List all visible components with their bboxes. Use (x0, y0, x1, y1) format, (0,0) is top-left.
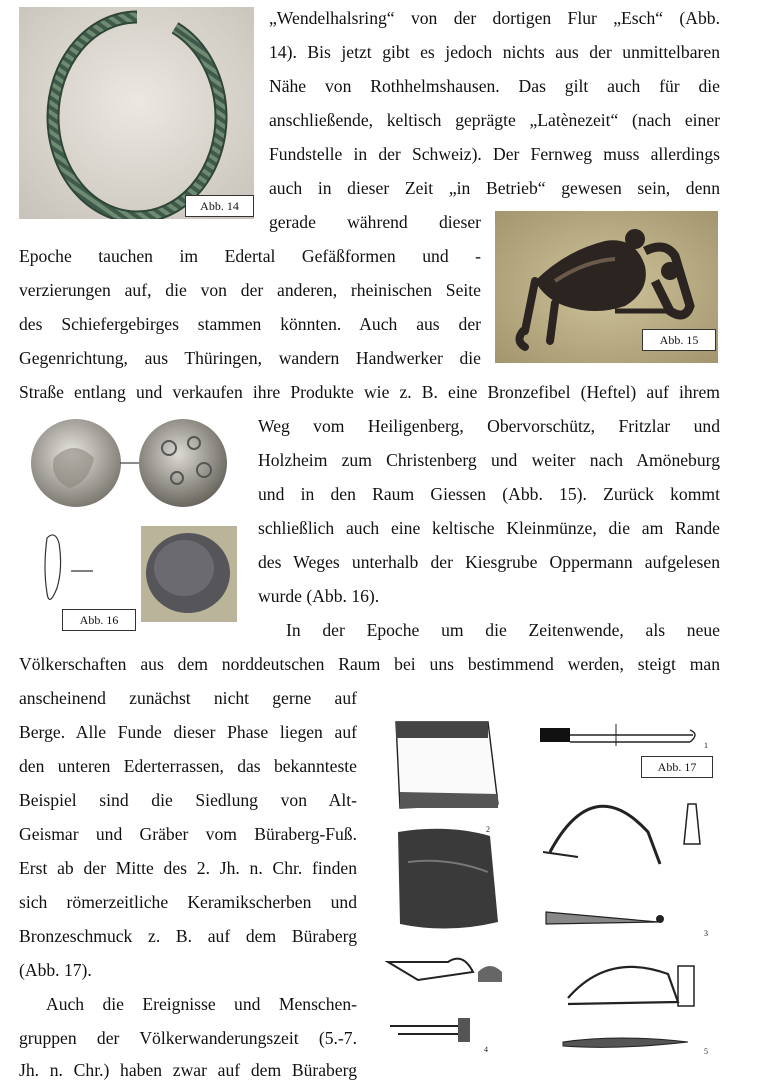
text-line-18: wurde (Abb. 16). (258, 586, 380, 606)
figure-abb16 (19, 408, 241, 638)
text-line-17: des Weges unterhalb der Kiesgrube Oppermann aufgelesen (258, 552, 720, 572)
text-line-8: Epoche tauchen im Edertal Gefäßformen und - (19, 246, 481, 266)
keltische-muenze-image (19, 408, 241, 638)
text-line-22: Berge. Alle Funde dieser Phase liegen auf (19, 722, 357, 742)
abb17-number-3: 3 (704, 929, 708, 938)
text-line-30: Auch die Ereignisse und Menschen- (46, 994, 357, 1014)
text-line-15: und in den Raum Giessen (Abb. 15). Zurück kommt (258, 484, 720, 504)
text-line-7: gerade während dieser (269, 212, 481, 232)
text-line-10: des Schiefergebirges stammen könnten. Auch aus der (19, 314, 481, 334)
wendelhalsring-image (19, 7, 254, 219)
text-line-13: Weg vom Heiligenberg, Obervorschütz, Fritzlar und (258, 416, 720, 436)
figure-abb14 (19, 7, 254, 219)
text-line-16: schließlich auch eine keltische Kleinmünze, die am Rande (258, 518, 720, 538)
text-line-23: den unteren Ederterrassen, das bekannteste (19, 756, 357, 776)
abb17-number-2: 2 (486, 825, 490, 834)
text-line-19: In der Epoche um die Zeitenwende, als neue (286, 620, 720, 640)
text-line-12: Straße entlang und verkaufen ihre Produkte wie z. B. eine Bronzefibel (Heftel) auf ihrem (19, 382, 720, 402)
figure-abb15 (495, 211, 718, 363)
text-line-3: Nähe von Rothhelmshausen. Das gilt auch für die (269, 76, 720, 96)
text-line-9: verzierungen auf, die von der anderen, rheinischen Seite (19, 280, 481, 300)
text-line-5: Fundstelle in der Schweiz). Der Fernweg muss allerdings (269, 144, 720, 164)
text-line-2: 14). Bis jetzt gibt es jedoch nichts aus der unmittelbaren (269, 42, 720, 62)
figure-abb17 (378, 712, 723, 1080)
abb17-number-1: 1 (704, 741, 708, 750)
text-line-25: Geismar und Gräber vom Büraberg-Fuß. (19, 824, 357, 844)
text-line-6: auch in dieser Zeit „in Betrieb“ gewesen sein, denn (269, 178, 720, 198)
abb17-number-4: 4 (484, 1045, 488, 1054)
text-line-21: anscheinend zunächst nicht gerne auf (19, 688, 357, 708)
text-line-26: Erst ab der Mitte des 2. Jh. n. Chr. finden (19, 858, 357, 878)
text-line-32: Jh. n. Chr.) haben zwar auf dem Büraberg (19, 1060, 357, 1080)
caption-abb14: Abb. 14 (185, 195, 254, 217)
caption-abb15: Abb. 15 (642, 329, 716, 351)
text-line-14: Holzheim zum Christenberg und weiter nach Amöneburg (258, 450, 720, 470)
text-line-11: Gegenrichtung, aus Thüringen, wandern Handwerker die (19, 348, 481, 368)
text-line-20: Völkerschaften aus dem norddeutschen Raum bei uns bestimmend werden, steigt man (19, 654, 720, 674)
text-line-31: gruppen der Völkerwanderungszeit (5.-7. (19, 1028, 357, 1048)
caption-abb17: Abb. 17 (641, 756, 713, 778)
text-line-24: Beispiel sind die Siedlung von Alt- (19, 790, 357, 810)
text-line-29: (Abb. 17). (19, 960, 92, 980)
caption-abb16: Abb. 16 (62, 609, 136, 631)
text-line-4: anschließende, keltisch geprägte „Latènezeit“ (nach einer (269, 110, 720, 130)
text-line-27: sich römerzeitliche Keramikscherben und (19, 892, 357, 912)
abb17-number-5: 5 (704, 1047, 708, 1056)
text-line-1: „Wendelhalsring“ von der dortigen Flur „Esch“ (Abb. (269, 8, 720, 28)
text-line-28: Bronzeschmuck z. B. auf dem Büraberg (19, 926, 357, 946)
